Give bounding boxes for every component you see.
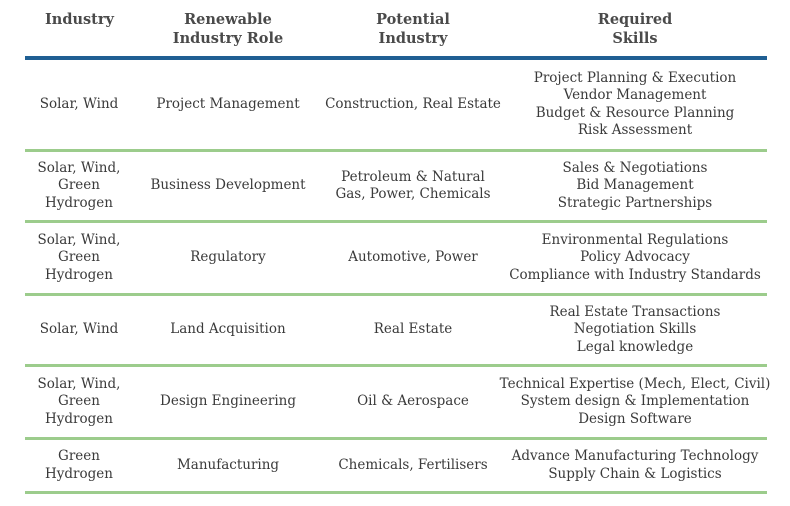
- cell-potential-industry: Construction, Real Estate: [325, 95, 501, 112]
- table-row: [25, 440, 767, 494]
- header-required-skills: Required Skills: [597, 11, 673, 47]
- skill-item: Vendor Management: [563, 87, 707, 103]
- skill-item: Strategic Partnerships: [557, 194, 713, 211]
- skill-item: Negotiation Skills: [573, 321, 697, 338]
- header-renewable-industry-role: Renewable Industry Role: [172, 11, 284, 47]
- skill-item: Environmental Regulations: [541, 231, 729, 248]
- table-row: [25, 152, 767, 223]
- cell-role: Design Engineering: [160, 393, 296, 410]
- skill-item: Budget & Resource Planning: [535, 104, 735, 121]
- table-row: [25, 296, 767, 367]
- table-row: [25, 223, 767, 296]
- cell-required-skills: [503, 304, 767, 357]
- skill-item: System design & Implementation: [520, 393, 750, 410]
- cell-role: Land Acquisition: [170, 321, 286, 338]
- cell-role: Regulatory: [190, 249, 266, 266]
- cell-potential-industry: Chemicals, Fertilisers: [338, 456, 488, 473]
- skill-item: Bid Management: [576, 177, 694, 194]
- skill-item: Compliance with Industry Standards: [509, 266, 761, 283]
- skill-item: Advance Manufacturing Technology: [511, 448, 759, 464]
- skill-item: Sales & Negotiations: [562, 159, 708, 176]
- cell-potential-industry: Automotive, Power: [348, 249, 478, 266]
- cell-role: Business Development: [150, 177, 306, 194]
- header-industry: Industry: [45, 11, 114, 28]
- cell-required-skills: [503, 448, 767, 483]
- skill-item: Supply Chain & Logistics: [548, 465, 722, 482]
- skill-item: Real Estate Transactions: [549, 303, 721, 320]
- skill-item: Technical Expertise (Mech, Elect, Civil): [499, 375, 771, 392]
- table-row: [25, 367, 771, 440]
- cell-potential-industry: Petroleum & Natural Gas, Power, Chemicals: [335, 168, 491, 202]
- header-potential-industry: Potential Industry: [376, 11, 450, 47]
- skill-item: Legal knowledge: [576, 338, 694, 355]
- skill-item: Project Planning & Execution: [533, 69, 737, 86]
- cell-required-skills: [503, 160, 767, 213]
- skill-item: Risk Assessment: [577, 122, 693, 138]
- cell-industry: Solar, Wind, Green Hydrogen: [37, 231, 121, 283]
- cell-required-skills: [499, 375, 771, 429]
- cell-required-skills: [503, 70, 767, 140]
- cell-industry: Solar, Wind: [39, 321, 119, 338]
- table-row: [25, 60, 767, 152]
- cell-industry: Solar, Wind: [39, 95, 119, 112]
- cell-role: Manufacturing: [176, 456, 280, 473]
- skill-item: Policy Advocacy: [580, 249, 690, 266]
- cell-industry: Solar, Wind, Green Hydrogen: [37, 159, 121, 211]
- cell-industry: Solar, Wind, Green Hydrogen: [37, 375, 121, 427]
- cell-potential-industry: Real Estate: [373, 321, 453, 338]
- skill-item: Design Software: [578, 410, 692, 427]
- table-header: [25, 0, 767, 60]
- cell-industry: Green Hydrogen: [45, 448, 113, 482]
- cell-required-skills: [503, 232, 767, 285]
- skills-table: [25, 0, 771, 494]
- cell-role: Project Management: [156, 95, 300, 112]
- cell-potential-industry: Oil & Aerospace: [357, 393, 469, 410]
